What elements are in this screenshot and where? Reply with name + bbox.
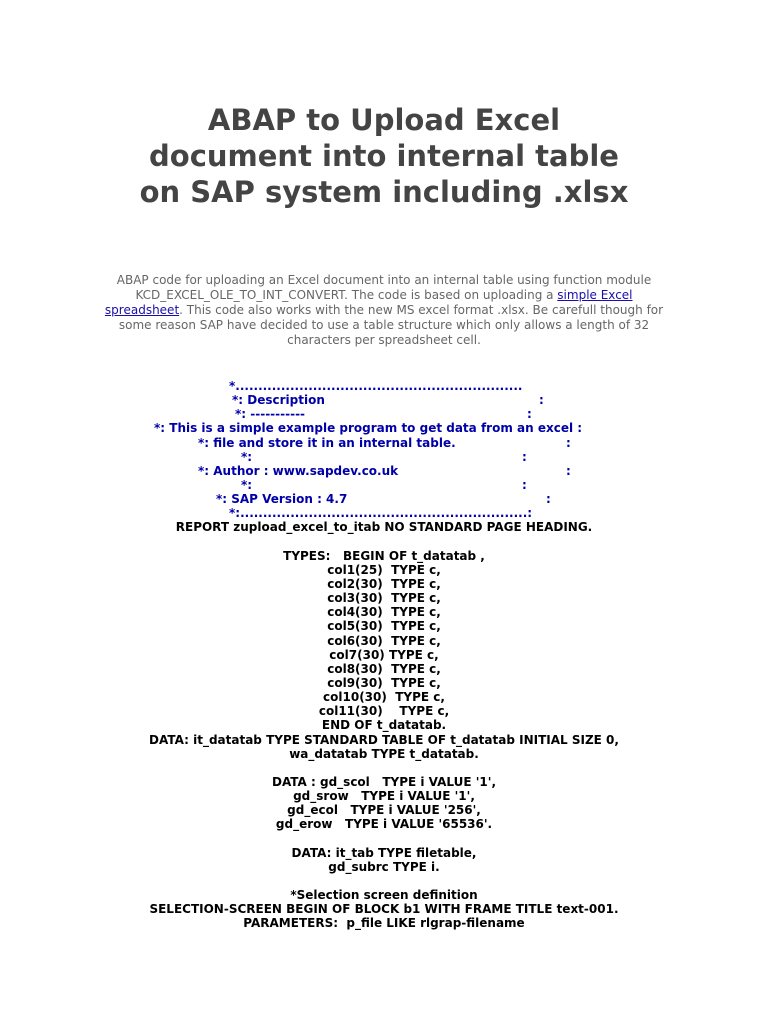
code-line: col7(30) TYPE c, [329, 647, 439, 662]
code-line: REPORT zupload_excel_to_itab NO STANDARD PAGE HEADING. [175, 520, 593, 535]
code-line: col4(30) TYPE c, [327, 605, 441, 620]
header-line [0, 464, 768, 478]
code-line: DATA: it_datatab TYPE STANDARD TABLE OF t_datatab INITIAL SIZE 0, [149, 732, 619, 747]
header-colon: : [522, 477, 527, 492]
header-line [0, 450, 768, 464]
code-line [0, 535, 768, 549]
code-line: col10(30) TYPE c, [323, 690, 445, 705]
header-text: *:...............................................................: [229, 506, 533, 521]
code-line [0, 761, 768, 775]
code-line: col8(30) TYPE c, [327, 661, 441, 676]
intro-paragraph [104, 273, 664, 348]
code-line: *Selection screen definition [290, 888, 478, 903]
header-colon: : [527, 407, 532, 422]
title-line-3: on SAP system including .xlsx [139, 175, 629, 209]
header-colon: : [566, 435, 571, 450]
header-line [0, 393, 768, 407]
code-line: col6(30) TYPE c, [327, 633, 441, 648]
code-line: gd_erow TYPE i VALUE '65536'. [275, 817, 493, 832]
code-line: col1(25) TYPE c, [327, 562, 441, 577]
code-line: SELECTION-SCREEN BEGIN OF BLOCK b1 WITH FRAME TITLE text-001. [149, 902, 619, 917]
code-line: col9(30) TYPE c, [327, 675, 441, 690]
header-text: *: [241, 449, 253, 464]
header-line [0, 478, 768, 492]
code-listing [0, 379, 768, 930]
simple-excel-spreadsheet-link[interactable]: simple Excel spreadsheet [104, 288, 633, 317]
header-text: *: Author : www.sapdev.co.uk [198, 463, 399, 478]
title-line-1: ABAP to Upload Excel [207, 103, 561, 137]
header-colon: : [522, 449, 527, 464]
code-line [0, 832, 768, 846]
code-line [0, 874, 768, 888]
header-line [0, 421, 768, 435]
header-text: *: Description [232, 393, 325, 408]
header-line [0, 379, 768, 393]
header-line [0, 506, 768, 520]
code-line: gd_ecol TYPE i VALUE '256', [287, 803, 481, 818]
header-line [0, 407, 768, 421]
header-text: *: ----------- [235, 407, 306, 422]
code-line: col2(30) TYPE c, [327, 576, 441, 591]
header-text: *: This is a simple example program to get data from an excel : [154, 421, 583, 436]
header-text: *: file and store it in an internal table. [198, 435, 456, 450]
code-line: gd_srow TYPE i VALUE '1', [293, 789, 475, 804]
code-line: col5(30) TYPE c, [327, 619, 441, 634]
title-line-2: document into internal table [149, 139, 619, 173]
code-line: col11(30) TYPE c, [318, 704, 450, 719]
page-title [60, 102, 708, 210]
header-line [0, 436, 768, 450]
code-line: wa_datatab TYPE t_datatab. [289, 746, 479, 761]
header-text: *: [241, 477, 253, 492]
header-text: *............................................................... [229, 379, 523, 393]
header-colon: : [566, 463, 571, 478]
header-colon: : [546, 492, 551, 507]
code-line: END OF t_datatab. [321, 718, 447, 733]
code-line: TYPES: BEGIN OF t_datatab , [283, 548, 485, 563]
code-line: col3(30) TYPE c, [327, 591, 441, 606]
header-text: *: SAP Version : 4.7 [216, 492, 348, 507]
intro-text-2: . This code also works with the new MS excel format .xlsx. Be carefull though for some reason SAP have decided to use a table structure which only allows a length of 32 characters per spreadsheet cell. [118, 303, 664, 347]
code-line: PARAMETERS: p_file LIKE rlgrap-filename [243, 916, 525, 931]
header-colon: : [539, 393, 544, 408]
code-line: DATA : gd_scol TYPE i VALUE '1', [271, 774, 497, 789]
intro-text-1: ABAP code for uploading an Excel document into an internal table using function module KCD_EXCEL_OLE_TO_INT_CONVERT. The code is based on uploading a [116, 273, 652, 302]
code-line: gd_subrc TYPE i. [328, 859, 440, 874]
header-line [0, 492, 768, 506]
code-line: DATA: it_tab TYPE filetable, [291, 845, 477, 860]
